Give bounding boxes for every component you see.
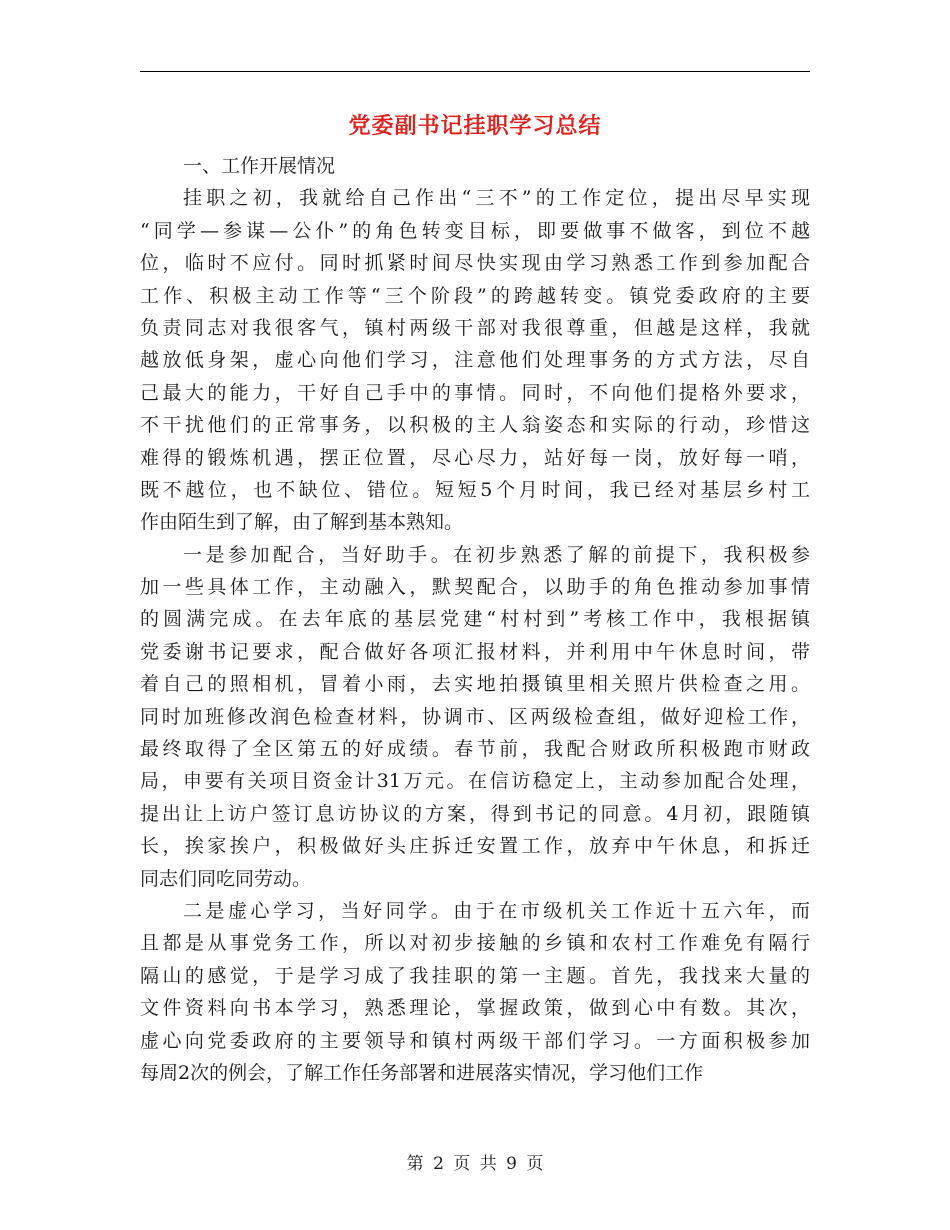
text-line: 党委谢书记要求，配合做好各项汇报材料，并利用中午休息时间，带 <box>140 640 810 663</box>
text-line: 既不越位，也不缺位、错位。短短5个月时间，我已经对基层乡村工 <box>140 478 810 501</box>
header-rule <box>140 71 810 72</box>
paragraph <box>140 182 810 538</box>
text-line: 作由陌生到了解，由了解到基本熟知。 <box>140 511 464 534</box>
text-line: 同时加班修改润色检查材料，协调市、区两级检查组，做好迎检工作， <box>140 705 810 728</box>
paragraph <box>140 539 810 895</box>
text-line: 长，挨家挨户，积极做好头庄拆迁安置工作，放弃中午休息，和拆迁 <box>140 835 810 858</box>
text-line: 且都是从事党务工作，所以对初步接触的乡镇和农村工作难免有隔行 <box>140 932 810 955</box>
text-line: 工作、积极主动工作等“三个阶段”的跨越转变。镇党委政府的主要 <box>140 284 810 307</box>
text-line: 虚心向党委政府的主要领导和镇村两级干部们学习。一方面积极参加 <box>140 1029 810 1052</box>
text-line: 同志们同吃同劳动。 <box>140 867 312 890</box>
text-line: 位，临时不应付。同时抓紧时间尽快实现由学习熟悉工作到参加配合 <box>140 252 810 275</box>
document-title: 党委副书记挂职学习总结 <box>348 113 602 139</box>
paragraph-list <box>140 182 810 1089</box>
text-line: 一是参加配合，当好助手。在初步熟悉了解的前提下，我积极参 <box>183 543 810 566</box>
text-line: 的圆满完成。在去年底的基层党建“村村到”考核工作中，我根据镇 <box>140 608 810 631</box>
section-heading: 一、工作开展情况 <box>183 155 336 177</box>
text-line: 难得的锻炼机遇，摆正位置，尽心尽力，站好每一岗，放好每一哨， <box>140 446 810 469</box>
text-line: 越放低身架，虚心向他们学习，注意他们处理事务的方式方法，尽自 <box>140 349 810 372</box>
text-line: 不干扰他们的正常事务，以积极的主人翁姿态和实际的行动，珍惜这 <box>140 414 810 437</box>
text-line: 负责同志对我很客气，镇村两级干部对我很尊重，但越是这样，我就 <box>140 316 810 339</box>
text-line: 文件资料向书本学习，熟悉理论，掌握政策，做到心中有数。其次， <box>140 997 810 1020</box>
paragraph <box>140 895 810 1089</box>
text-line: 挂职之初，我就给自己作出“三不”的工作定位，提出尽早实现 <box>183 187 810 210</box>
text-line: 隔山的感觉，于是学习成了我挂职的第一主题。首先，我找来大量的 <box>140 964 810 987</box>
text-line: “同学—参谋—公仆”的角色转变目标，即要做事不做客，到位不越 <box>140 219 810 242</box>
text-line: 己最大的能力，干好自己手中的事情。同时，不向他们提格外要求， <box>140 381 810 404</box>
text-line: 提出让上访户签订息访协议的方案，得到书记的同意。4月初，跟随镇 <box>140 802 810 825</box>
text-line: 二是虚心学习，当好同学。由于在市级机关工作近十五六年，而 <box>183 899 810 922</box>
text-line: 局，申要有关项目资金计31万元。在信访稳定上，主动参加配合处理， <box>140 770 810 793</box>
page-footer: 第 2 页 共 9 页 <box>406 1154 544 1174</box>
text-line: 加一些具体工作，主动融入，默契配合，以助手的角色推动参加事情 <box>140 576 810 599</box>
text-line: 每周2次的例会，了解工作任务部署和进展落实情况，学习他们工作 <box>140 1061 704 1084</box>
document-body <box>140 150 810 1089</box>
text-line: 最终取得了全区第五的好成绩。春节前，我配合财政所积极跑市财政 <box>140 738 810 761</box>
text-line: 着自己的照相机，冒着小雨，去实地拍摄镇里相关照片供检查之用。 <box>140 673 810 696</box>
